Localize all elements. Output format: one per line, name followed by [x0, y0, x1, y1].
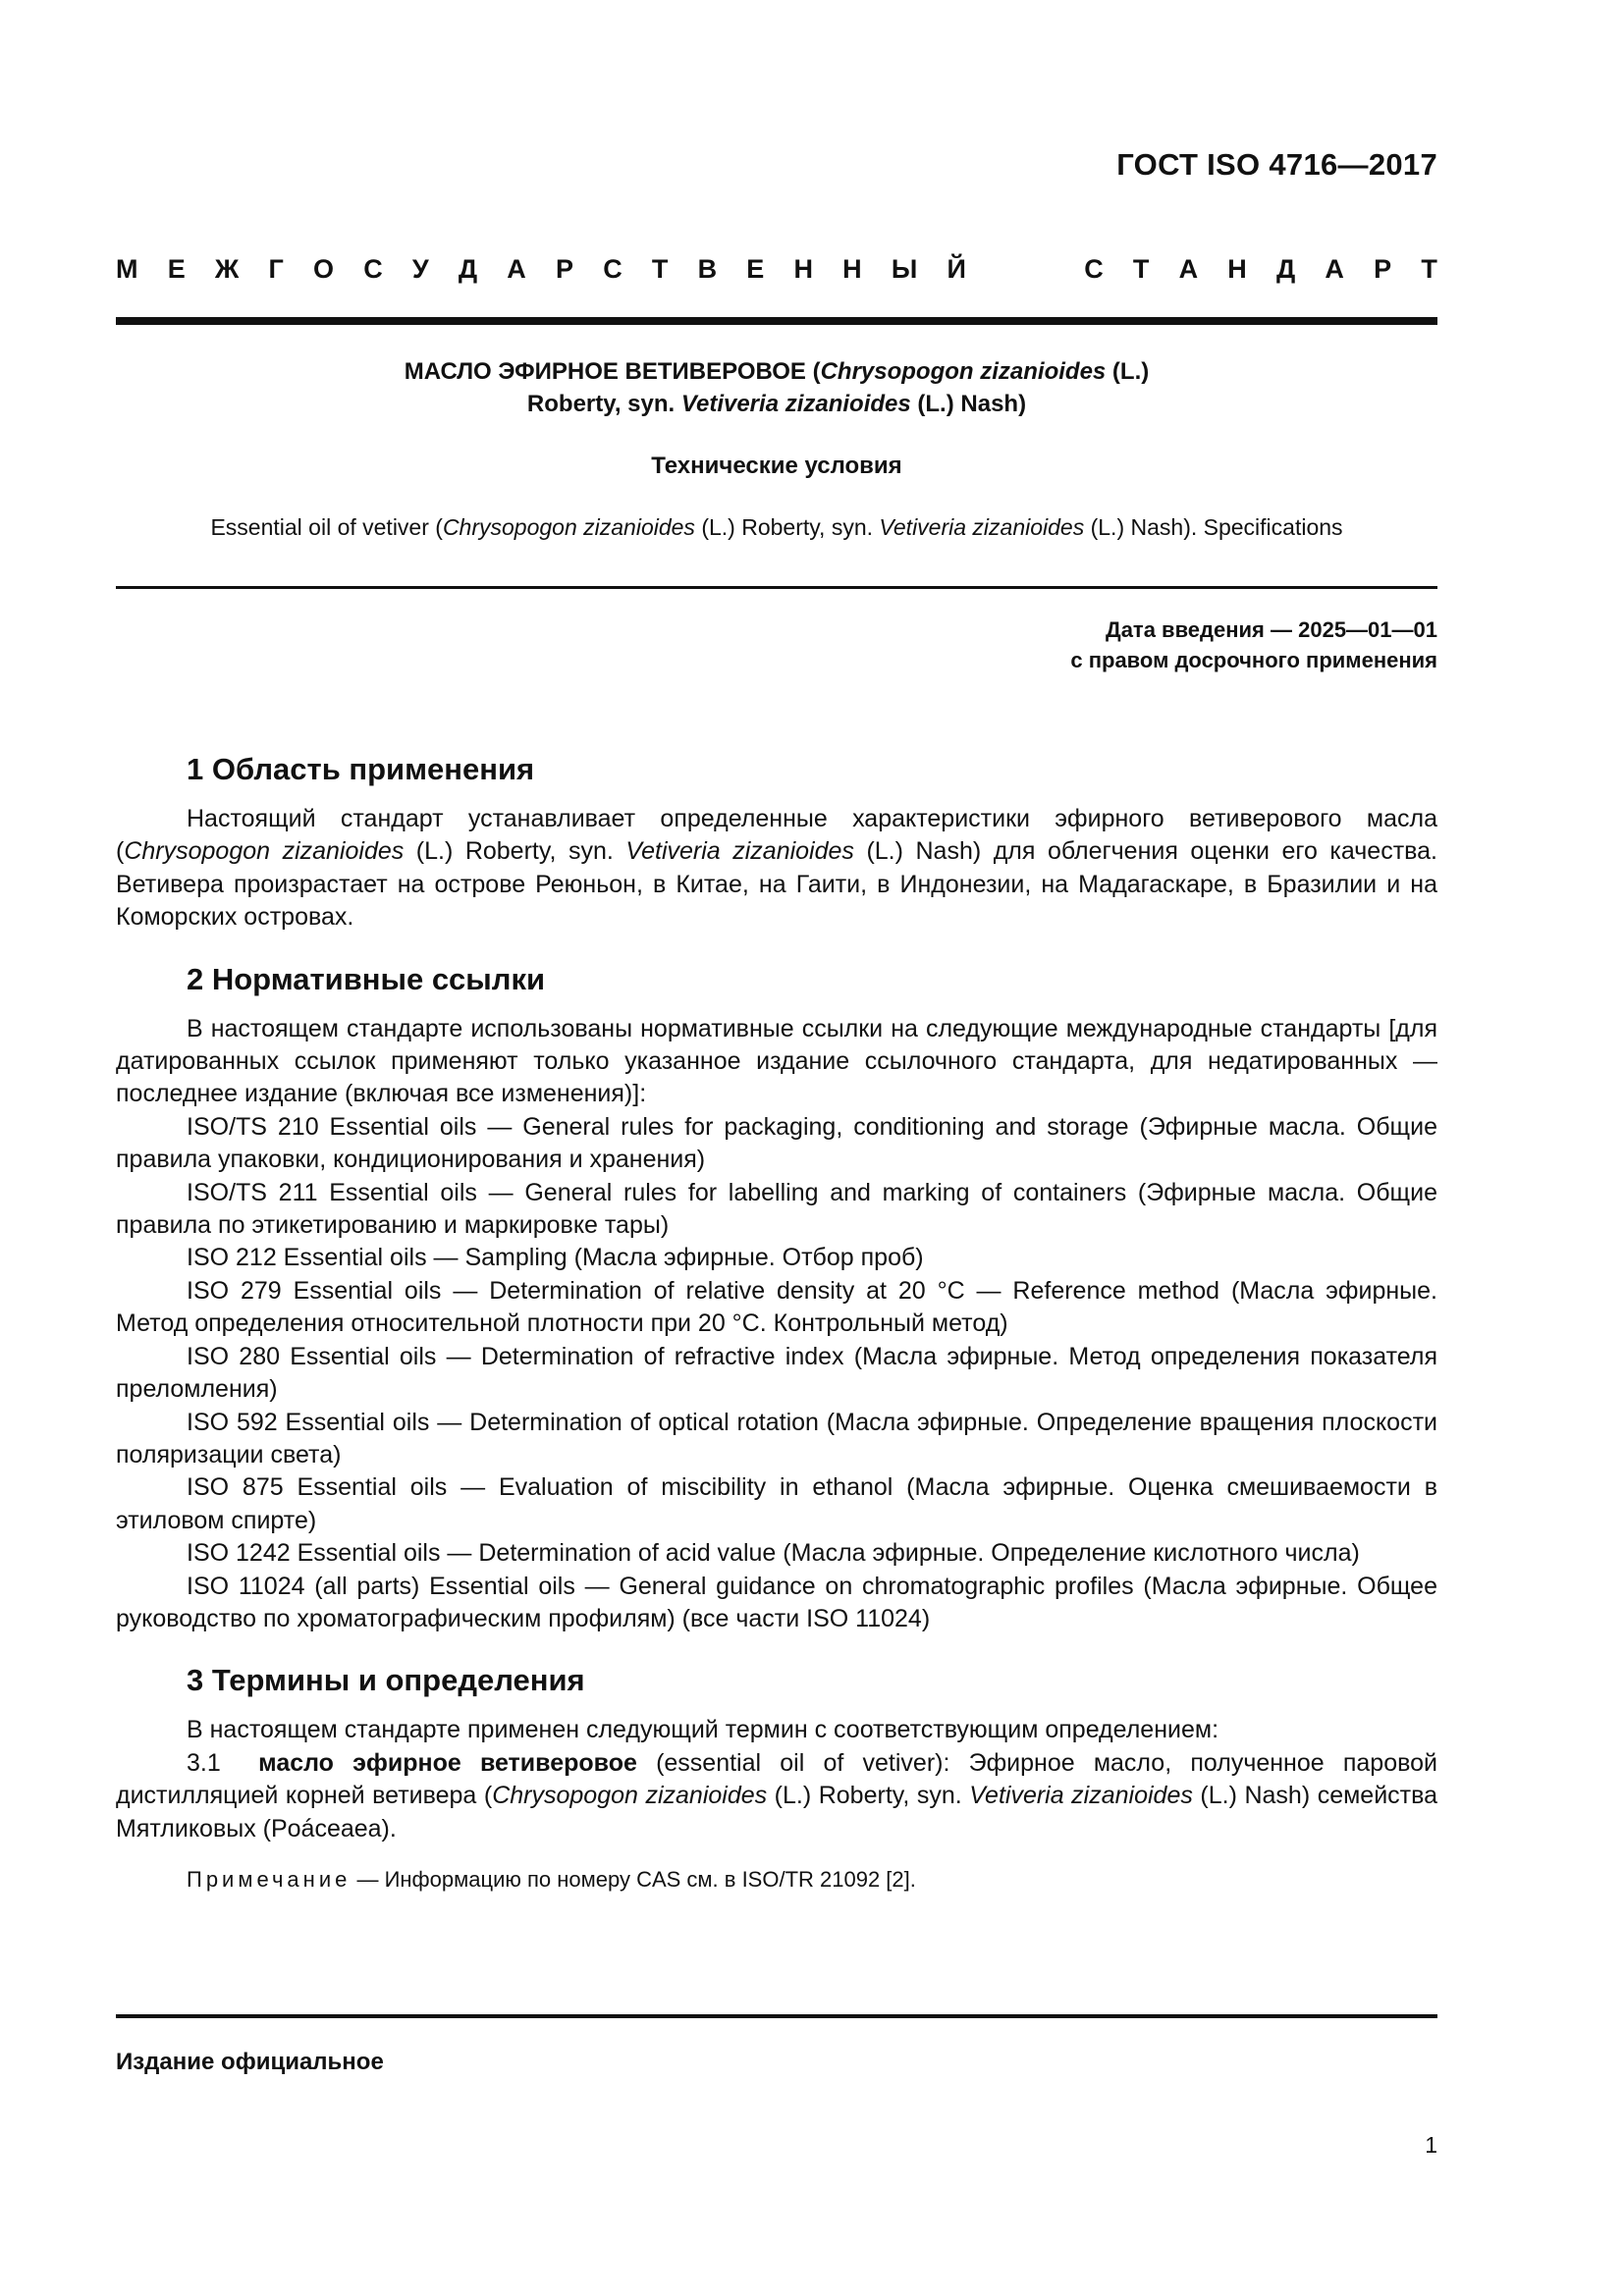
banner-letter: С [363, 254, 383, 284]
eng-text: (L.) Roberty, syn. [694, 514, 880, 540]
document-body [116, 750, 1437, 1921]
reference-item: ISO 279 Essential oils — Determination of relative density at 20 °C — Reference method (Масла эфирные. Метод определения относительной плотности при 20 °C. Контрольный метод) [116, 1276, 1437, 1338]
date-line: Дата введения — 2025—01—01 [1106, 617, 1437, 642]
banner-letter: Н [1227, 254, 1247, 284]
banner-letter: Г [268, 254, 284, 284]
banner-letter: Т [1421, 254, 1437, 284]
banner-letter: Т [1132, 254, 1150, 284]
banner-letter: Ы [891, 254, 918, 284]
banner-letter: Е [167, 254, 186, 284]
title-text: (L.) [1106, 358, 1150, 385]
eng-latin: Vetiveria zizanioides [879, 514, 1085, 540]
paragraph: В настоящем стандарте применен следующий термин с соответствующим определением: [187, 1716, 1219, 1744]
banner-letter: С [603, 254, 623, 284]
title-line-2 [116, 388, 1437, 420]
reference-item: ISO 11024 (all parts) Essential oils — General guidance on chromatographic profiles (Масла эфирные. Общее руководство по хроматографическим профилям) (все части ISO 11024) [116, 1572, 1437, 1632]
banner-letter: Т [651, 254, 669, 284]
eng-text: Essential oil of vetiver ( [210, 514, 443, 540]
note-text: — Информацию по номеру CAS см. в ISO/TR 21092 [2]. [351, 1866, 916, 1892]
text: (L.) Nash) семейства Мятликовых (Poáceaea). [116, 1782, 1438, 1842]
eng-latin: Chrysopogon zizanioides [442, 514, 695, 540]
banner-letter: С [1084, 254, 1104, 284]
text: Настоящий стандарт устанавливает определенные характеристики эфирного ветиверового масла ( [116, 805, 1437, 866]
banner-letter: Ж [214, 254, 240, 284]
eng-text: (L.) Nash). Specifications [1084, 514, 1343, 540]
banner-letter: Р [555, 254, 573, 284]
introduction-date [1070, 614, 1437, 675]
title-text: МАСЛО ЭФИРНОЕ ВЕТИВЕРОВОЕ ( [404, 358, 821, 385]
banner-letter: Р [1374, 254, 1392, 284]
latin: Vetiveria zizanioides [969, 1782, 1193, 1810]
title-rule [116, 586, 1437, 589]
term-name: масло эфирное ветиверовое [258, 1748, 637, 1777]
english-title [116, 514, 1437, 541]
reference-item: ISO 212 Essential oils — Sampling (Масла эфирные. Отбор проб) [187, 1244, 924, 1272]
early-application-line: с правом досрочного применения [1070, 648, 1437, 672]
banner-letter: А [1178, 254, 1199, 284]
latin: Chrysopogon zizanioides [124, 837, 405, 866]
document-subtitle: Технические условия [651, 453, 902, 479]
banner-letter: О [312, 254, 334, 284]
banner-letter: Й [947, 254, 966, 284]
section-heading: 1 Область применения [187, 752, 535, 786]
latin: Vetiveria zizanioides [625, 837, 854, 866]
section-heading: 3 Термины и определения [187, 1663, 585, 1698]
banner-letter: Е [746, 254, 765, 284]
document-title [116, 355, 1437, 420]
note [116, 1863, 1437, 1896]
paragraph: В настоящем стандарте использованы нормативные ссылки на следующие международные стандарты [для датированных ссылок применяют только указанное издание ссылочного стандарта, для недатированных — последнее издание (включая все изменения)]: [116, 1014, 1437, 1108]
banner-letter: А [1325, 254, 1344, 284]
banner-letter: У [411, 254, 429, 284]
reference-item: ISO/TS 211 Essential oils — General rules for labelling and marking of containers (Эфирные масла. Общие правила по этикетированию и маркировке тары) [116, 1178, 1437, 1240]
section-normative-references [116, 960, 1437, 1636]
reference-item: ISO 1242 Essential oils — Determination of acid value (Масла эфирные. Определение кислотного числа) [187, 1539, 1360, 1568]
text: (L.) Roberty, syn. [767, 1782, 970, 1810]
banner-letter: Д [1275, 254, 1296, 284]
title-text: (L.) Nash) [910, 391, 1027, 417]
interstate-standard-banner [116, 254, 1437, 285]
document-id: ГОСТ ISO 4716—2017 [1116, 147, 1437, 182]
section-terms [116, 1661, 1437, 1896]
text: (essential oil of vetiver): Эфирное масло, полученное паровой дистилляцией корней ветивера ( [116, 1748, 1437, 1810]
page-number: 1 [1425, 2132, 1437, 2158]
text: (L.) Roberty, syn. [404, 837, 626, 866]
banner-gap [996, 254, 1055, 285]
banner-letter: М [116, 254, 138, 284]
title-latin: Vetiveria zizanioides [680, 391, 911, 417]
banner-letter: Д [458, 254, 478, 284]
section-scope [116, 750, 1437, 934]
header-rule [116, 317, 1437, 325]
section-heading: 2 Нормативные ссылки [187, 961, 546, 996]
term-number: 3.1 [187, 1748, 259, 1777]
title-line-1 [116, 355, 1437, 388]
note-label: Примечание [187, 1866, 352, 1892]
reference-item: ISO 280 Essential oils — Determination of refractive index (Масла эфирные. Метод определения показателя преломления) [116, 1342, 1437, 1404]
title-text: Roberty, syn. [526, 391, 681, 417]
official-edition-label: Издание официальное [116, 2049, 384, 2075]
term-definition [116, 1747, 1437, 1845]
paragraph [116, 803, 1437, 934]
footer-rule [116, 2014, 1437, 2018]
banner-letter: В [697, 254, 718, 284]
banner-letter: Н [842, 254, 862, 284]
title-latin: Chrysopogon zizanioides [820, 358, 1107, 385]
latin: Chrysopogon zizanioides [492, 1782, 768, 1810]
reference-item: ISO 592 Essential oils — Determination of optical rotation (Масла эфирные. Определение вращения плоскости поляризации света) [116, 1408, 1437, 1468]
reference-item: ISO/TS 210 Essential oils — General rules for packaging, conditioning and storage (Эфирные масла. Общие правила упаковки, кондиционирования и хранения) [116, 1112, 1437, 1174]
banner-letter: А [507, 254, 526, 284]
reference-item: ISO 875 Essential oils — Evaluation of miscibility in ethanol (Масла эфирные. Оценка смешиваемости в этиловом спирте) [116, 1473, 1437, 1534]
text: (L.) Nash) для облегчения оценки его качества. Ветивера произрастает на острове Реюньон, в Китае, на Гаити, в Индонезии, на Мадагаскаре, в Бразилии и на Коморских островах. [116, 837, 1437, 932]
banner-letter: Н [793, 254, 813, 284]
